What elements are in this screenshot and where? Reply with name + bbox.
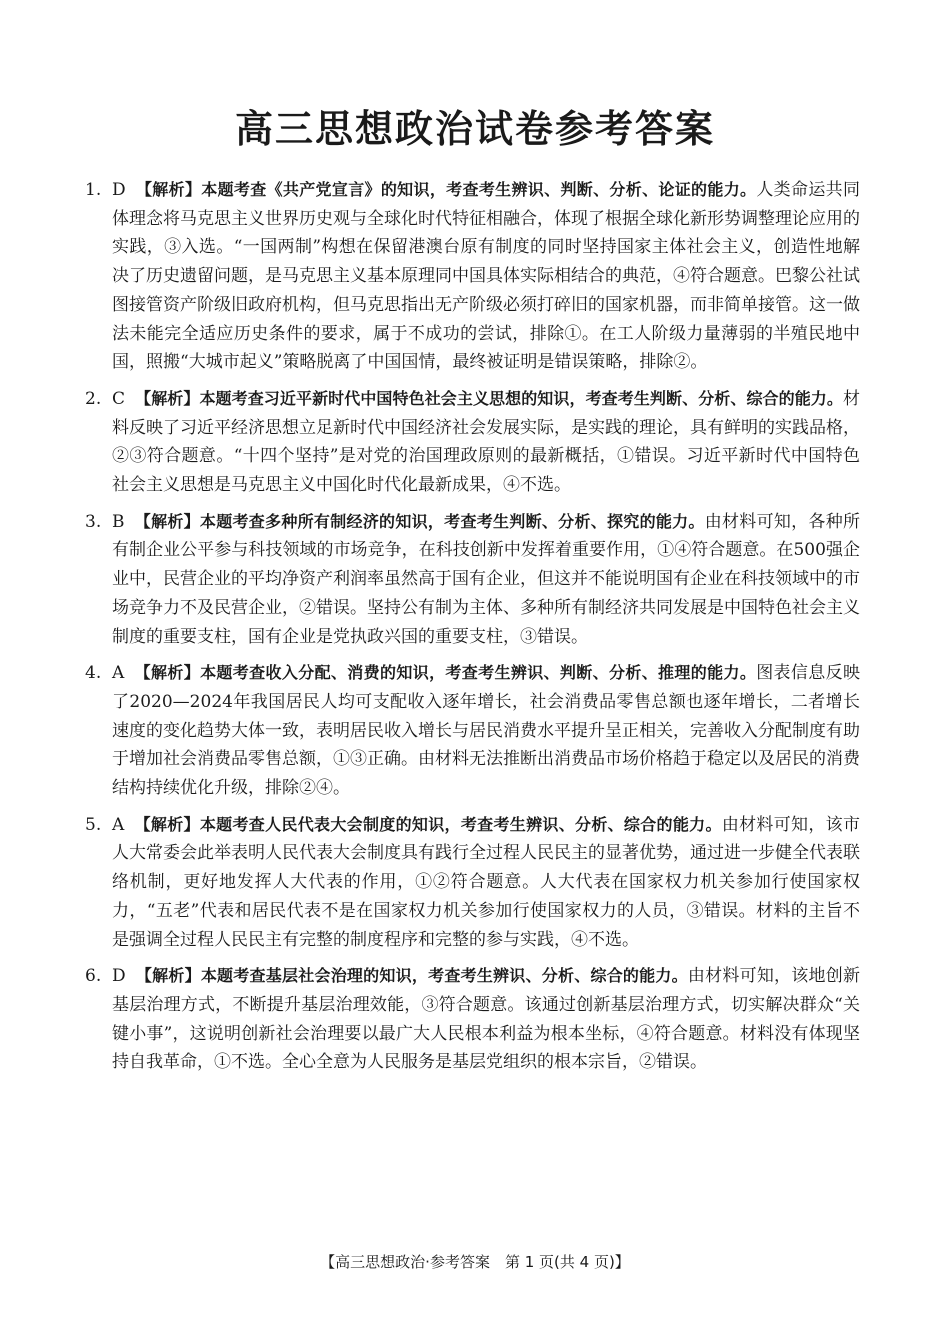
answer-item [85,811,860,955]
analysis-heading: 【解析】本题考查基层社会治理的知识，考查考生辨识、分析、综合的能力。 [135,966,688,986]
analysis-text: 图表信息反映了2020—2024年我国居民人均可支配收入逐年增长，社会消费品零售总额也逐年增长，二者增长速度的变化趋势大体一致，表明居民收入增长与居民消费水平提升呈正相关，完善收入分配制度有助于增加社会消费品零售总额，①③正确。由材料无法推断出消费品市场价格趋于稳定以及居民的消费结构持续优化升级，排除②④。 [112,663,860,799]
analysis-heading: 【解析】本题考查多种所有制经济的知识，考查考生判断、分析、探究的能力。 [134,511,705,531]
question-number: 4. [85,663,102,684]
question-number: 1. [85,180,102,200]
answer-item [85,659,860,803]
page-title: 高三思想政治试卷参考答案 [234,107,715,151]
analysis-text: 由材料可知，该市人大常委会此举表明人民代表大会制度具有践行全过程人民民主的显著优势，通过进一步健全代表联络机制，更好地发挥人大代表的作用，①②符合题意。人大代表在国家权力机关参加行使国家权力，“五老”代表和居民代表不是在国家权力机关参加行使国家权力的人员，③错误。材料的主旨不是强调全过程人民民主有完整的制度程序和完整的参与实践，④不选。 [112,814,860,950]
question-number: 2. [85,388,102,409]
answer-body [112,385,860,500]
question-number: 6. [85,966,102,987]
answer-choice: C [112,388,126,409]
answer-body [112,811,860,955]
answer-body [112,962,860,1077]
analysis-heading: 【解析】本题考查人民代表大会制度的知识，考查考生辨识、分析、综合的能力。 [134,814,722,834]
analysis-text: 由材料可知，该地创新基层治理方式，不断提升基层治理效能，③符合题意。该通过创新基层治理方式，切实解决群众“关键小事”，这说明创新社会治理要以最广大人民根本利益为根本坐标，④符合题意。材料没有体现坚持自我革命，①不选。全心全意为人民服务是基层党组织的根本宗旨，②错误。 [112,966,860,1073]
analysis-text: 人类命运共同体理念将马克思主义世界历史观与全球化时代特征相融合，体现了根据全球化新形势调整理论应用的实践，③入选。“一国两制”构想在保留港澳台原有制度的同时坚持国家主体社会主义，创造性地解决了历史遗留问题，是马克思主义基本原理同中国具体实际相结合的典范，④符合题意。巴黎公社试图接管资产阶级旧政府机构，但马克思指出无产阶级必须打碎旧的国家机器，而非简单接管。这一做法未能完全适应历史条件的要求，属于不成功的尝试，排除①。在工人阶级力量薄弱的半殖民地中国，照搬“大城市起义”策略脱离了中国国情，最终被证明是错误策略，排除②。 [112,180,860,373]
question-number: 3. [85,511,102,532]
answer-item [85,508,860,652]
analysis-text: 由材料可知，各种所有制企业公平参与科技领域的市场竞争，在科技创新中发挥着重要作用，①④符合题意。在500强企业中，民营企业的平均净资产利润率虽然高于国有企业，但这并不能说明国有企业在科技领域中的市场竞争力不及民营企业，②错误。坚持公有制为主体、多种所有制经济共同发展是中国特色社会主义制度的重要支柱，国有企业是党执政兴国的重要支柱，③错误。 [112,511,860,647]
answer-choice: A [112,814,125,835]
answer-body [112,176,860,377]
answer-item [85,385,860,500]
answer-body [112,508,860,652]
answer-choice: A [112,663,125,684]
question-number: 5. [85,814,102,835]
analysis-text: 材料反映了习近平经济思想立足新时代中国经济社会发展实际，是实践的理论，具有鲜明的实践品格，②③符合题意。“十四个坚持”是对党的治国理政原则的最新概括，①错误。习近平新时代中国特色社会主义思想是马克思主义中国化时代化最新成果，④不选。 [112,388,860,496]
analysis-heading: 【解析】本题考查收入分配、消费的知识，考查考生辨识、判断、分析、推理的能力。 [134,663,757,683]
page-footer: 【高三思想政治·参考答案 第 1 页(共 4 页)】 [320,1253,630,1271]
answer-choice: D [112,180,126,200]
answer-item [85,176,860,377]
answer-item [85,962,860,1077]
analysis-heading: 【解析】本题考查《共产党宣言》的知识，考查考生辨识、判断、分析、论证的能力。 [135,180,757,199]
answer-list [85,176,860,1085]
answer-body [112,659,860,803]
answer-choice: B [112,511,125,532]
analysis-heading: 【解析】本题考查习近平新时代中国特色社会主义思想的知识，考查考生判断、分析、综合的能力。 [135,388,843,408]
answer-choice: D [112,966,126,987]
